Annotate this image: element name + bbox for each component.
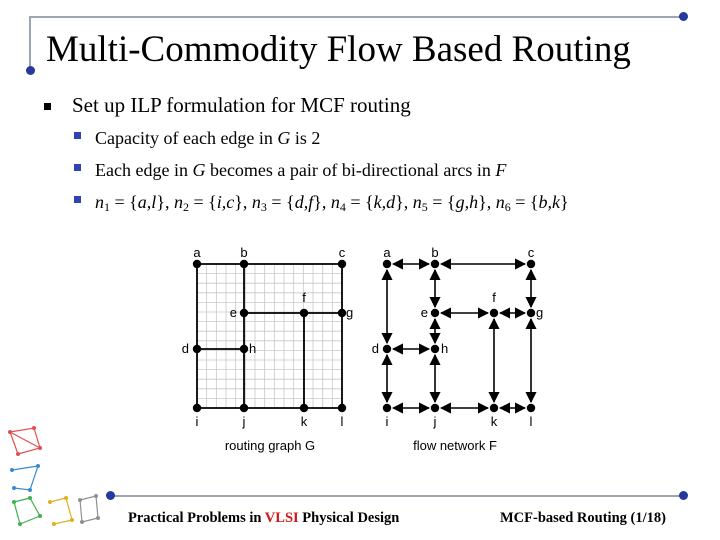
flow-node	[527, 309, 535, 317]
net: $n_4 = \{k,d\}$	[330, 192, 404, 214]
graph-node	[338, 309, 346, 317]
text: becomes a pair of bi-directional arcs in	[205, 160, 496, 180]
flow-node	[431, 345, 439, 353]
net-index: 4	[339, 200, 346, 214]
flow-node	[527, 260, 535, 268]
flow-node	[431, 260, 439, 268]
net-set: a,l	[137, 192, 157, 212]
net-index: 6	[504, 200, 511, 214]
graph-node	[240, 309, 248, 317]
net-index: 2	[182, 200, 189, 214]
bottom-right-dot	[679, 491, 688, 500]
node-label: b	[431, 245, 439, 260]
net-set: b,k	[538, 192, 561, 212]
graph-node	[193, 345, 201, 353]
node-label: h	[441, 341, 449, 356]
net: $n_3 = \{d,f\}$	[251, 192, 322, 214]
flow-network-arcs	[387, 264, 531, 408]
net-set: g,h	[455, 192, 479, 212]
graph-node	[193, 404, 201, 412]
graph-node	[240, 345, 248, 353]
graph-node	[240, 404, 248, 412]
net: $n_2 = \{i,c\}$	[173, 192, 243, 214]
graph-node	[338, 404, 346, 412]
bottom-left-dot	[106, 491, 115, 500]
node-label: k	[300, 414, 308, 429]
net-var: n	[95, 192, 104, 212]
node-label: c	[527, 245, 535, 260]
footer-page-info: MCF-based Routing (1/18)	[500, 510, 666, 526]
routing-graph-caption: routing graph G	[224, 438, 316, 453]
routing-grid	[197, 264, 342, 408]
node-label: e	[420, 305, 428, 320]
net-set: i,c	[216, 192, 235, 212]
net-set: d,f	[294, 192, 314, 212]
net-var: n	[495, 192, 505, 212]
node-label: e	[229, 305, 237, 320]
vlsi-highlight: VLSI	[264, 510, 299, 526]
node-label: a	[193, 245, 201, 260]
text: Practical Problems in	[128, 510, 265, 526]
net-var: n	[173, 192, 183, 212]
node-label: b	[240, 245, 248, 260]
flow-node	[490, 404, 498, 412]
flow-network-nodes	[383, 260, 535, 412]
node-label: g	[536, 305, 544, 320]
flow-node	[383, 404, 391, 412]
net-index: 3	[260, 200, 267, 214]
node-label: j	[433, 414, 437, 429]
node-label: d	[181, 341, 189, 356]
slide-title: Multi-Commodity Flow Based Routing	[46, 29, 631, 70]
node-label: f	[492, 290, 496, 305]
text: Capacity of each edge in	[95, 128, 278, 148]
var-g: G	[277, 128, 291, 148]
bottom-rule	[110, 495, 684, 497]
node-label: h	[249, 341, 257, 356]
net-set: k,d	[373, 192, 396, 212]
net-index: 1	[104, 200, 110, 214]
graph-node	[300, 404, 308, 412]
sub-bullet-nets: $n_1 = \{a,l\}$, $n_2 = \{i,c\}$, $n_3 = \{d,f\}$, $n_4 = \{k,d\}$, $n_5 = \{g,h\}$, $n_6 = \{b,k\}$	[95, 192, 569, 214]
net: $n_5 = \{g,h\}$	[412, 192, 487, 214]
flow-node	[527, 404, 535, 412]
node-label: a	[383, 245, 391, 260]
net: $n_1 = \{a,l\}$	[95, 192, 165, 214]
graph-node	[240, 260, 248, 268]
node-label: i	[195, 414, 199, 429]
net-index: 5	[421, 200, 428, 214]
node-label: k	[490, 414, 498, 429]
node-label: d	[371, 341, 379, 356]
net: $n_6 = \{b,k\}$	[495, 192, 569, 214]
flow-node	[383, 260, 391, 268]
routing-graph-edges	[197, 264, 342, 408]
text: Physical Design	[298, 510, 400, 526]
flow-node	[490, 309, 498, 317]
graph-node	[300, 309, 308, 317]
node-label: i	[385, 414, 389, 429]
main-bullet-text: Set up ILP formulation for MCF routing	[72, 93, 411, 117]
node-label: c	[338, 245, 346, 260]
routing-graph-nodes	[193, 260, 346, 412]
node-label: j	[242, 414, 246, 429]
graph-node	[338, 260, 346, 268]
flow-node	[431, 309, 439, 317]
flow-network-caption: flow network F	[413, 438, 497, 453]
decorative-graphs-logo	[0, 420, 110, 540]
node-label: l	[529, 414, 533, 429]
node-label: l	[340, 414, 344, 429]
text: Each edge in	[95, 160, 193, 180]
var-f: F	[495, 160, 507, 180]
graph-node	[193, 260, 201, 268]
node-label: g	[346, 305, 354, 320]
net-var: n	[330, 192, 340, 212]
net-var: n	[412, 192, 422, 212]
var-g: G	[192, 160, 206, 180]
flow-node	[431, 404, 439, 412]
node-label: f	[302, 290, 306, 305]
text: is 2	[290, 128, 321, 148]
flow-node	[383, 345, 391, 353]
footer-course-title	[128, 510, 399, 527]
net-var: n	[251, 192, 261, 212]
